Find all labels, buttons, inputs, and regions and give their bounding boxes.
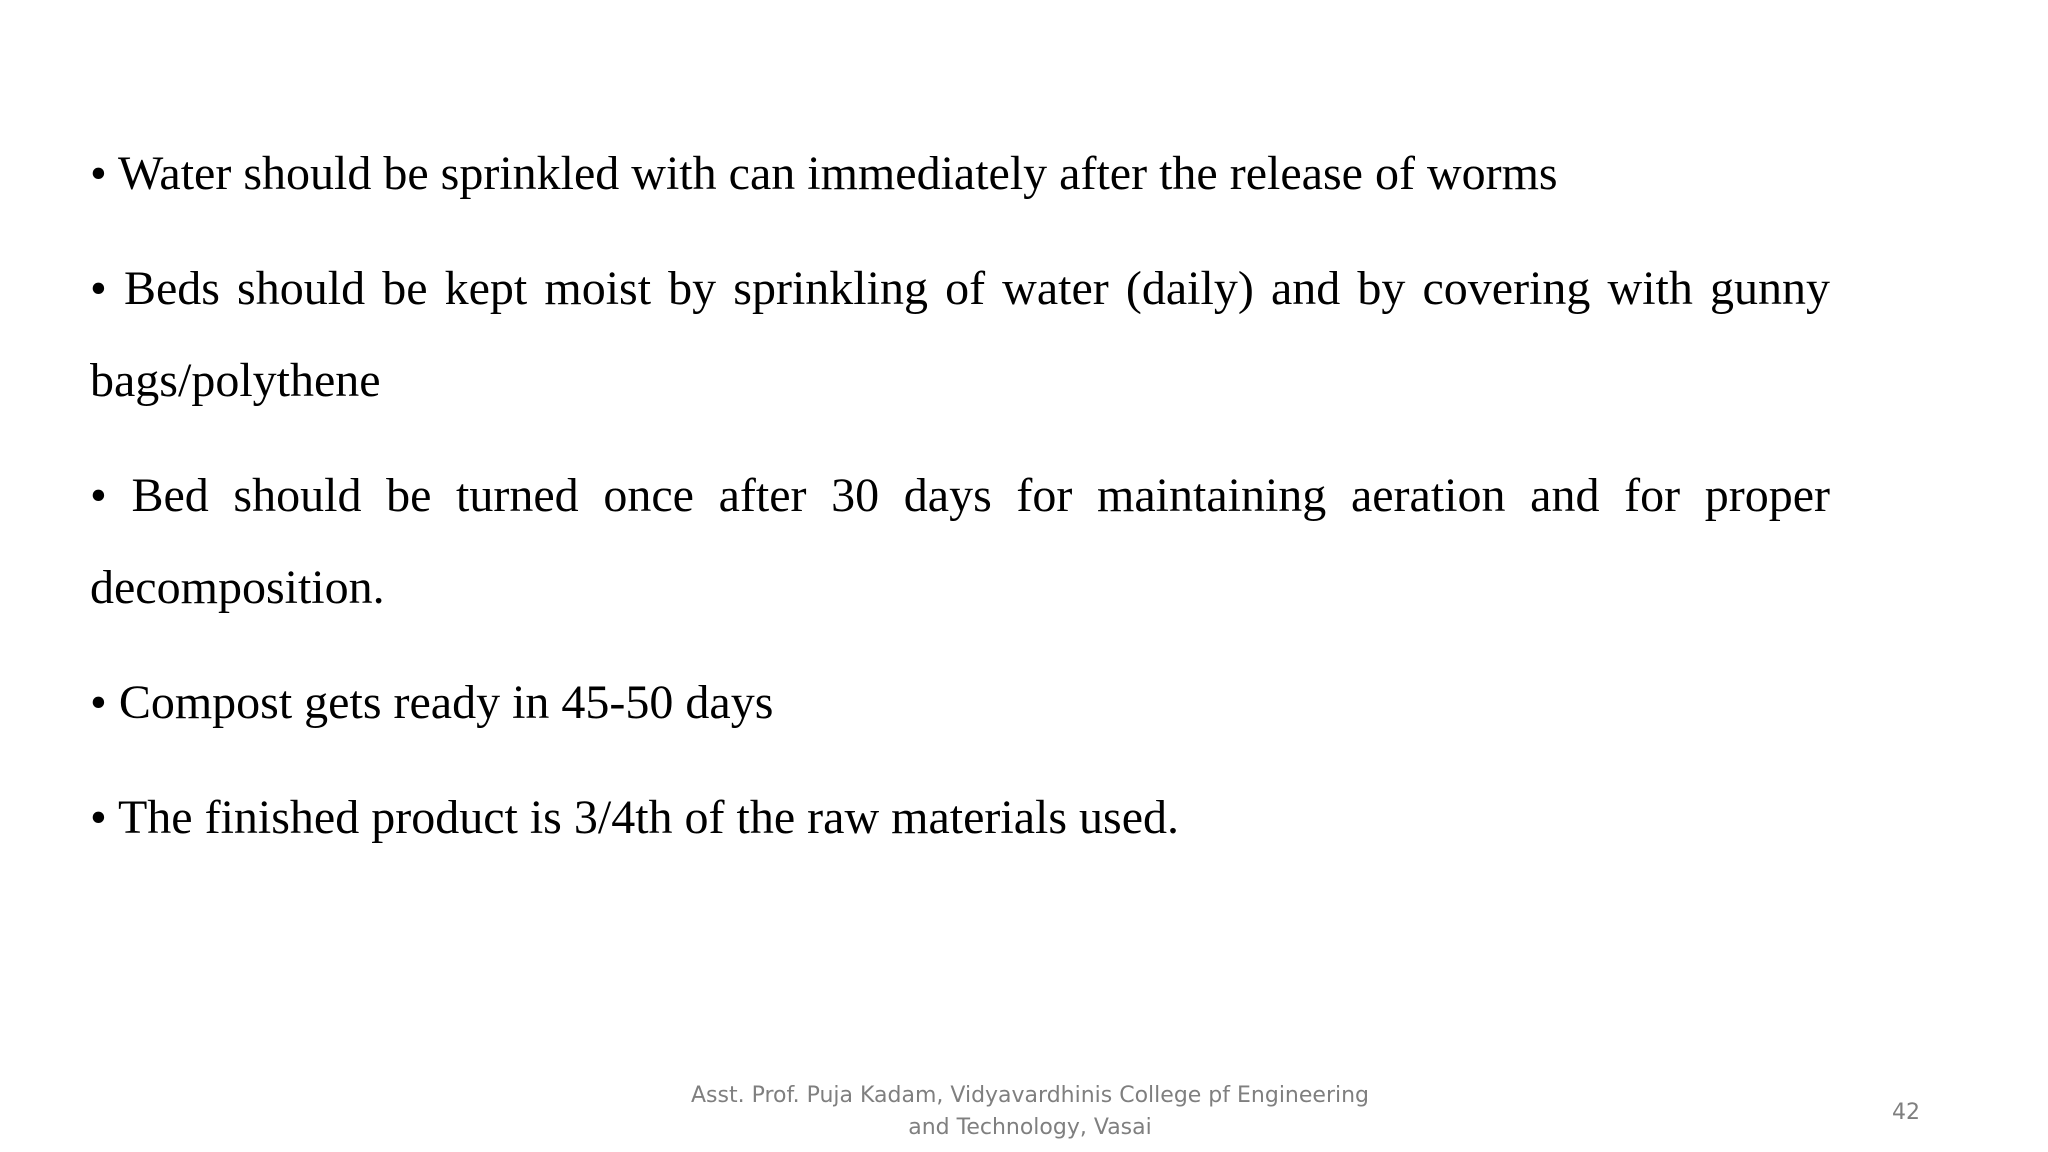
footer-line-2: and Technology, Vasai — [908, 1115, 1152, 1140]
bullet-item — [90, 128, 1830, 220]
bullet-icon: • — [90, 469, 107, 522]
bullet-text: The finished product is 3/4th of the raw materials used. — [117, 791, 1180, 844]
bullet-icon: • — [90, 791, 107, 844]
page-number: 42 — [1892, 1100, 1920, 1125]
bullet-icon: • — [90, 676, 107, 729]
slide-footer — [680, 1080, 1380, 1144]
footer-line-1: Asst. Prof. Puja Kadam, Vidyavardhinis College pf Engineering — [690, 1083, 1370, 1108]
bullet-text: Beds should be kept moist by sprinkling of water (daily) and by covering with gunny bags/polythene — [90, 262, 1830, 407]
bullet-text: Compost gets ready in 45-50 days — [118, 676, 774, 729]
bullet-item — [90, 772, 1830, 864]
bullet-icon: • — [90, 147, 107, 200]
bullet-icon: • — [90, 262, 107, 315]
bullet-item — [90, 657, 1830, 749]
bullet-item — [90, 450, 1830, 634]
bullet-text: Bed should be turned once after 30 days for maintaining aeration and for proper decomposition. — [90, 469, 1831, 614]
bullet-text: Water should be sprinkled with can immediately after the release of worms — [117, 147, 1558, 200]
bullet-list — [90, 128, 1830, 864]
bullet-item — [90, 243, 1830, 427]
